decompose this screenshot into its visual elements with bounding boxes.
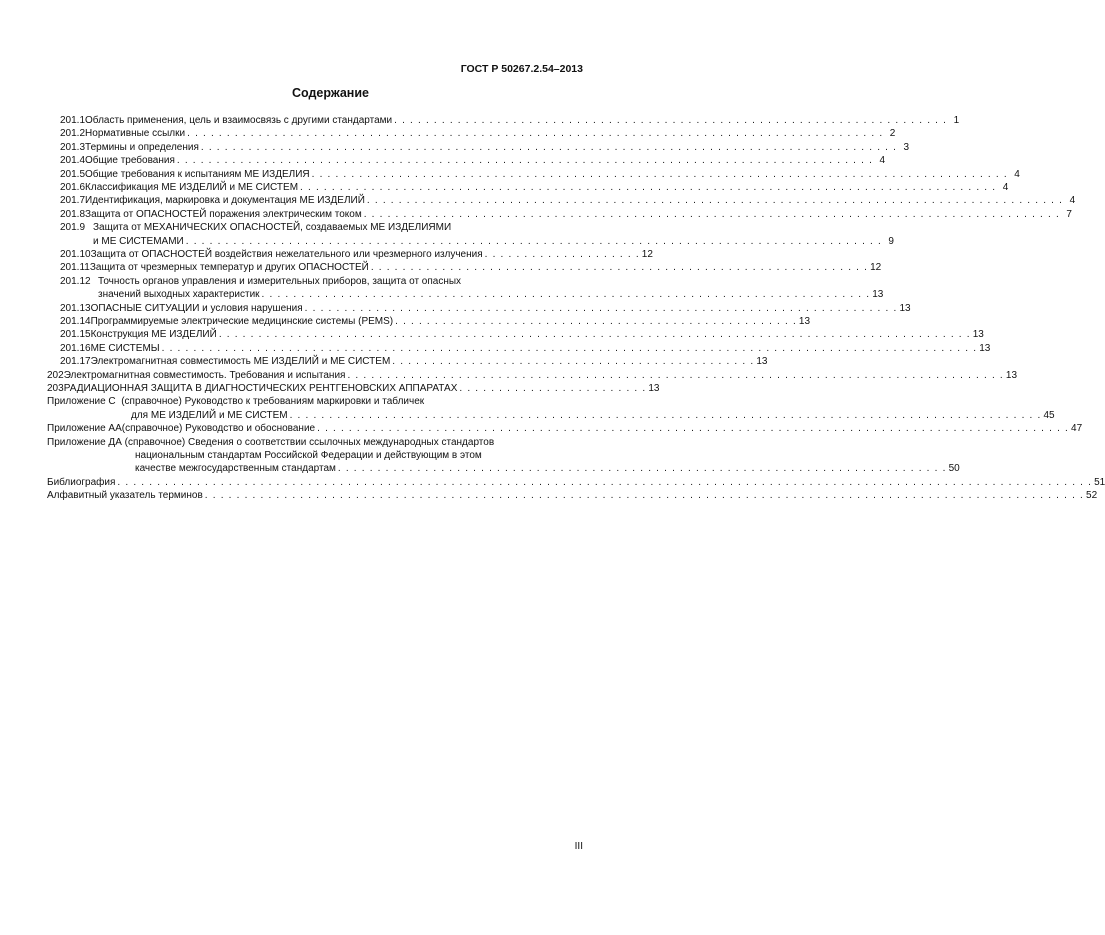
leader-dots: . . . . . . . . . . . . . . . . . . . . . . . . . . . . . . . . . . . . . . . . . . . . . . . . . . . . . . . . . . . . . . . . . . . . . . . . . . . . . . . . . . . . . . . .: [176, 155, 874, 167]
entry-title-line2: национальным стандартам Российской Федерации и действующим в этом: [135, 450, 482, 461]
entry-page: 12: [870, 262, 882, 274]
toc-entry[interactable]: [60, 141, 910, 154]
entry-number: 202: [47, 369, 64, 381]
entry-title: Идентификация, маркировка и документация МЕ ИЗДЕЛИЙ: [85, 195, 365, 207]
entry-number: 201.13: [60, 302, 91, 314]
entry-page: 4: [879, 155, 886, 167]
leader-dots: . . . . . . . . . . . . . . . . . . . . . . . .: [459, 383, 647, 394]
entry-page: 13: [798, 316, 811, 327]
entry-number: 201.1: [60, 115, 86, 126]
leader-dots: . . . . . . . . . . . . . . . . . . . . . . . . . . . . . . . . . . . . . . . . . . . . . .: [392, 356, 755, 368]
entry-page: 12: [641, 249, 653, 260]
page-number: III: [574, 841, 583, 852]
entry-title: Конструкция МЕ ИЗДЕЛИЙ: [90, 329, 217, 341]
entry-page: 13: [756, 356, 768, 368]
leader-dots: . . . . . . . . . . . . . . . . . . . . . . . . . . . . . . . . . . . . . . . . . . . . . . . . . . . . . . . . . . . . . . . . . . . . . . . . . . . . . . . . . . . . . . . .: [185, 235, 882, 247]
leader-dots: . . . . . . . . . . . . . . . . . . . . . . . . . . . . . . . . . . . . . . . . . . . . . . . . . . . . . . . . . . . . . . . . . . . . . . . . . . . . . . . . . . . . . . . . . . . . . . . . . . . . . . . . . . . . . . .: [204, 490, 1085, 502]
toc-entry-second-line: [135, 449, 583, 462]
entry-number: 201.12: [60, 275, 91, 287]
entry-title: Защита от ОПАСНОСТЕЙ воздействия нежелательного или чрезмерного излучения: [90, 249, 483, 260]
entry-title-line1: (справочное) Руководство к требованиям маркировки и табличек: [121, 396, 425, 408]
document-id: ГОСТ Р 50267.2.54–2013: [460, 63, 583, 75]
entry-page: 1: [953, 115, 960, 126]
leader-dots: . . . . . . . . . . . . . . . . . . . . . . . . . . . . . . . . . . . . . . . . . . . . . . . . . . . . . . . . . . . . . . .: [370, 262, 869, 274]
toc-entry[interactable]: [98, 288, 884, 301]
toc-entry-first-line: [47, 395, 583, 408]
entry-title: значений выходных характеристик: [98, 289, 260, 301]
entry-number: 201.7: [60, 195, 86, 207]
leader-dots: . . . . . . . . . . . . . . . . . . . . . . . . . . . . . . . . . . . . . . . . . . . . . . . . . . . . . . . . . . . . . . . . . . . . . . . . . . .: [304, 302, 898, 314]
toc-entry[interactable]: [135, 462, 960, 475]
entry-number: 201.10: [60, 249, 91, 260]
entry-page: 13: [979, 342, 991, 354]
entry-title: Нормативные ссылки: [85, 128, 186, 140]
entry-title: Программируемые электрические медицинские системы (PEMS): [90, 316, 394, 327]
entry-number: 201.4: [60, 155, 86, 167]
entry-title: Алфавитный указатель терминов: [47, 490, 203, 502]
entry-number: 201.16: [60, 342, 91, 354]
toc-entry[interactable]: [60, 114, 960, 127]
entry-number: 201.6: [60, 182, 86, 193]
entry-title-line1: Защита от МЕХАНИЧЕСКИХ ОПАСНОСТЕЙ, создаваемых МЕ ИЗДЕЛИЯМИ: [93, 222, 452, 234]
entry-number: 201.11: [60, 262, 90, 274]
toc-entry[interactable]: [93, 235, 894, 248]
entry-page: 13: [1005, 369, 1018, 381]
page-title: Содержание: [291, 86, 369, 100]
leader-dots: . . . . . . . . . . . . . . . . . . . . . . . . . . . . . . . . . . . . . . . . . . . . . . . . . . . . . . . . . . . . . . . . . . . . . .: [394, 115, 948, 126]
entry-number: 201.9: [60, 222, 86, 234]
entry-title: Область применения, цель и взаимосвязь с другими стандартами: [85, 115, 393, 126]
leader-dots: . . . . . . . . . . . . . . . . . . . . . . . . . . . . . . . . . . . . . . . . . . . . . . . . . . . . . . . . . . . . . . . . . . . . . . . . . . . . . . . . . . . . . . . . . . . . . . .: [218, 329, 971, 341]
entry-page: 13: [648, 383, 660, 394]
entry-page: 13: [972, 329, 984, 341]
leader-dots: . . . . . . . . . . . . . . . . . . . . . . . . . . . . . . . . . . . . . . . . . . . . . . . . . . . . . . . . . . . . . . . . . . . . . . . . . . . . . . . . . . . . . . . .: [311, 168, 1008, 180]
leader-dots: . . . . . . . . . . . . . . . . . . . . . . . . . . . . . . . . . . . . . . . . . . . . . . . . . . .: [395, 316, 797, 327]
toc-entry[interactable]: [60, 248, 653, 261]
leader-dots: . . . . . . . . . . . . . . . . . . . . . . . . . . . . . . . . . . . . . . . . . . . . . . . . . . . . . . . . . . . . . . . . . . . . . . . . . . . . .: [337, 463, 947, 475]
toc-entry[interactable]: [47, 476, 1105, 489]
toc-entry[interactable]: [60, 328, 984, 341]
entry-title: Библиография: [47, 476, 116, 488]
entry-title-line1: Точность органов управления и измерительных приборов, защита от опасных: [98, 275, 462, 287]
toc-entry-first-line: [47, 436, 583, 449]
entry-number: Приложение С: [47, 396, 116, 408]
entry-title: для МЕ ИЗДЕЛИЙ и МЕ СИСТЕМ: [131, 409, 288, 421]
leader-dots: . . . . . . . . . . . . . . . . . . . . . . . . . . . . . . . . . . . . . . . . . . . . . . . . . . . . . . . . . . . . . . . . . . . . . . . . . . . . .: [261, 289, 871, 301]
entry-page: 9: [888, 235, 894, 247]
leader-dots: . . . . . . . . . . . . . . . . . . . . . . . . . . . . . . . . . . . . . . . . . . . . . . . . . . . . . . . . . . . . . . . . . . . . . . . . . . . . . . . . . . . . . . . . . . . . . . . . . . . . . . . . . . . . . . . . . . . . . . . . . . .: [117, 476, 1093, 488]
entry-page: 4: [1002, 182, 1009, 193]
entry-page: 4: [1014, 168, 1020, 180]
entry-title: Защита от чрезмерных температур и других ОПАСНОСТЕЙ: [89, 262, 369, 274]
entry-number: Приложение АА: [47, 423, 122, 435]
entry-number: Приложение ДА: [47, 436, 122, 448]
toc-entry[interactable]: [60, 154, 886, 167]
entry-page: 7: [1066, 208, 1072, 220]
toc-entry-first-line: [60, 275, 583, 288]
entry-number: 201.14: [60, 316, 91, 327]
leader-dots: . . . . . . . . . . . . . . . . . . . .: [484, 249, 640, 260]
entry-title: Общие требования к испытаниям МЕ ИЗДЕЛИЯ: [85, 168, 310, 180]
toc-entry[interactable]: [47, 422, 1083, 435]
toc-entry[interactable]: [60, 302, 911, 315]
entry-title: и МЕ СИСТЕМАМИ: [93, 235, 184, 247]
entry-title: ОПАСНЫЕ СИТУАЦИИ и условия нарушения: [90, 302, 303, 314]
toc-entry[interactable]: [60, 315, 811, 328]
toc-entry[interactable]: [47, 382, 660, 395]
entry-page: 51: [1094, 476, 1105, 488]
entry-page: 2: [889, 128, 896, 140]
toc-entry[interactable]: [60, 208, 1072, 221]
leader-dots: . . . . . . . . . . . . . . . . . . . . . . . . . . . . . . . . . . . . . . . . . . . . . . . . . . . . . . . . . . . . . . . . . . . . . . . . . . . . . . . . . . . . . . . . . . . . . . .: [317, 423, 1070, 435]
leader-dots: . . . . . . . . . . . . . . . . . . . . . . . . . . . . . . . . . . . . . . . . . . . . . . . . . . . . . . . . . . . . . . . . . . . . . . . . . . . . . . . . . . . . . . . .: [363, 208, 1060, 220]
entry-title-line1: (справочное) Сведения о соответствии ссылочных международных стандартов: [124, 436, 495, 448]
entry-title: (справочное) Руководство и обоснование: [121, 423, 316, 435]
entry-number: 203: [47, 383, 64, 394]
leader-dots: . . . . . . . . . . . . . . . . . . . . . . . . . . . . . . . . . . . . . . . . . . . . . . . . . . . . . . . . . . . . . . . . . . . . . . . . . . . . . . . . . . . . . . . .: [187, 128, 884, 140]
leader-dots: . . . . . . . . . . . . . . . . . . . . . . . . . . . . . . . . . . . . . . . . . . . . . . . . . . . . . . . . . . . . . . . . . . . . . . . . . . . . . . . . . . . . . . . . . . . . . . . . . . . . . . .: [161, 342, 978, 354]
toc-entry[interactable]: [60, 127, 896, 140]
leader-dots: . . . . . . . . . . . . . . . . . . . . . . . . . . . . . . . . . . . . . . . . . . . . . . . . . . . . . . . . . . . . . . . . . . . . . . . . . . . . . . . . . . . . . . . .: [300, 182, 997, 193]
toc-entry[interactable]: [60, 342, 991, 355]
entry-title: Электромагнитная совместимость. Требования и испытания: [63, 369, 346, 381]
toc-entry[interactable]: [60, 194, 1076, 207]
toc-entry[interactable]: [131, 409, 1055, 422]
entry-number: 201.3: [60, 141, 86, 153]
entry-number: 201.15: [60, 329, 91, 341]
leader-dots: . . . . . . . . . . . . . . . . . . . . . . . . . . . . . . . . . . . . . . . . . . . . . . . . . . . . . . . . . . . . . . . . . . . . . . . . . . . . . . . . . . . . . . . .: [366, 195, 1064, 207]
entry-number: 201.8: [60, 208, 86, 220]
toc-entry[interactable]: [60, 181, 1009, 194]
entry-title: Электромагнитная совместимость МЕ ИЗДЕЛИЙ и МЕ СИСТЕМ: [90, 356, 391, 368]
entry-number: 201.2: [60, 128, 86, 140]
entry-title: Общие требования: [85, 155, 175, 167]
leader-dots: . . . . . . . . . . . . . . . . . . . . . . . . . . . . . . . . . . . . . . . . . . . . . . . . . . . . . . . . . . . . . . . . . . . . . . . . . . . . . . . . . . . . . . . . . . . . . . .: [289, 409, 1042, 421]
leader-dots: . . . . . . . . . . . . . . . . . . . . . . . . . . . . . . . . . . . . . . . . . . . . . . . . . . . . . . . . . . . . . . . . . . . . . . . . . . . . . . . . . . .: [347, 369, 1004, 381]
toc-entry[interactable]: [47, 489, 1098, 502]
entry-page: 50: [948, 463, 960, 475]
entry-page: 4: [1069, 195, 1076, 207]
entry-page: 13: [899, 302, 911, 314]
entry-page: 47: [1071, 423, 1083, 435]
entry-title: МЕ СИСТЕМЫ: [90, 342, 160, 354]
entry-page: 52: [1086, 490, 1098, 502]
entry-number: 201.5: [60, 168, 86, 180]
toc-entry[interactable]: [60, 261, 882, 274]
entry-number: 201.17: [60, 356, 91, 368]
toc-entry[interactable]: [60, 355, 768, 368]
entry-title: Классификация МЕ ИЗДЕЛИЙ и МЕ СИСТЕМ: [85, 182, 299, 193]
entry-title: РАДИАЦИОННАЯ ЗАЩИТА В ДИАГНОСТИЧЕСКИХ РЕНТГЕНОВСКИХ АППАРАТАХ: [63, 383, 458, 394]
entry-title: качестве межгосударственным стандартам: [135, 463, 336, 475]
entry-title: Термины и определения: [85, 141, 199, 153]
toc-entry[interactable]: [60, 168, 1020, 181]
leader-dots: . . . . . . . . . . . . . . . . . . . . . . . . . . . . . . . . . . . . . . . . . . . . . . . . . . . . . . . . . . . . . . . . . . . . . . . . . . . . . . . . . . . . . . . .: [200, 141, 898, 153]
entry-page: 45: [1043, 409, 1055, 421]
toc-entry-first-line: [60, 221, 583, 234]
toc-entry[interactable]: [47, 369, 1018, 382]
entry-page: 3: [903, 141, 910, 153]
entry-page: 13: [872, 289, 884, 301]
entry-title: Защита от ОПАСНОСТЕЙ поражения электрическим током: [85, 208, 362, 220]
